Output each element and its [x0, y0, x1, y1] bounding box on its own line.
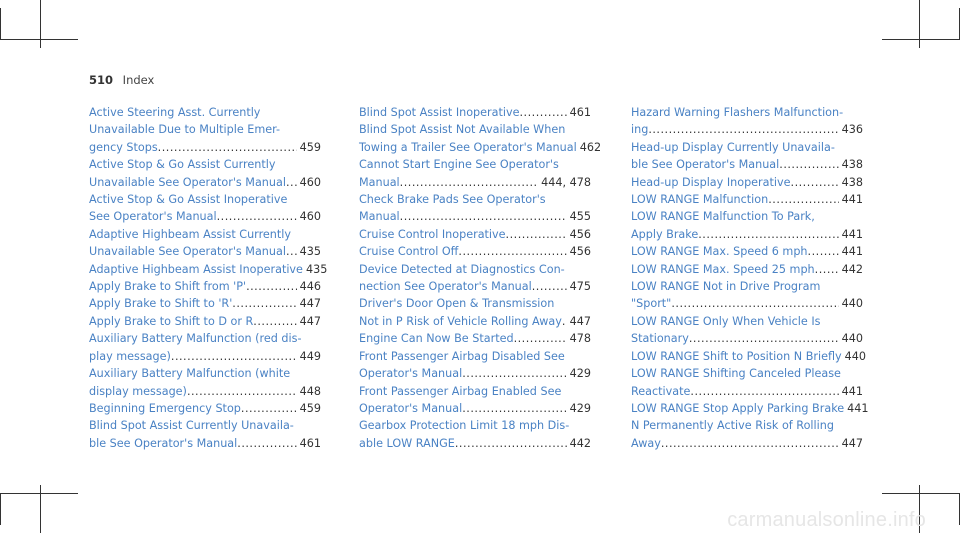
- leader-dots: [400, 208, 567, 225]
- index-entry-last-line: [631, 156, 863, 173]
- page-reference: 456: [569, 227, 591, 241]
- leader-dots: [690, 383, 838, 400]
- index-entry-text: Cruise Control Off: [359, 245, 459, 259]
- crop-mark: [40, 0, 41, 48]
- index-entry-text: Active Stop & Go Assist Currently: [89, 158, 276, 172]
- index-entry[interactable]: [631, 278, 863, 313]
- index-entry-last-line: [359, 104, 591, 121]
- index-entry-text: gency Stops: [89, 140, 158, 154]
- page-reference: 441: [841, 227, 863, 241]
- index-entry-text: Blind Spot Assist Currently Unavaila-: [89, 419, 294, 433]
- index-entry-last-line: [631, 400, 869, 417]
- index-entry-text: LOW RANGE Shifting Canceled Please: [631, 367, 841, 381]
- index-entry-text: Front Passenger Airbag Enabled See: [359, 384, 562, 398]
- index-column-2: [359, 104, 602, 452]
- page-reference: 440: [841, 332, 863, 346]
- index-entry-text: LOW RANGE Stop Apply Parking Brake: [631, 401, 845, 415]
- index-entry-text: Unavailable Due to Multiple Emer-: [89, 123, 281, 137]
- index-entry-text: LOW RANGE Only When Vehicle Is: [631, 314, 821, 328]
- index-entry-text: Cruise Control Inoperative: [359, 227, 506, 241]
- index-entry-text: Hazard Warning Flashers Malfunction-: [631, 106, 844, 119]
- index-entry-last-line: [359, 313, 591, 330]
- index-entry-last-line: [631, 435, 863, 452]
- index-entry-text: Operator's Manual: [359, 367, 463, 381]
- index-entry-text: Manual: [359, 210, 400, 224]
- index-entry[interactable]: [359, 383, 591, 418]
- page-reference: 460: [299, 175, 321, 189]
- index-entry-last-line: [631, 121, 863, 138]
- page-reference: 440: [841, 297, 863, 311]
- index-entry-text: Head-up Display Currently Unavaila-: [631, 140, 835, 154]
- index-entry-text: nection See Operator's Manual: [359, 280, 532, 294]
- leader-dots: [689, 330, 839, 347]
- index-entry[interactable]: [89, 295, 321, 312]
- index-entry-last-line: [631, 330, 863, 347]
- index-entry[interactable]: [89, 261, 328, 278]
- page-reference: 444, 478: [541, 175, 591, 189]
- index-entry-last-line: [359, 435, 591, 452]
- index-entry-last-line: [631, 348, 866, 365]
- index-entry-last-line: [359, 174, 591, 191]
- page-reference: 435: [299, 245, 321, 259]
- index-entry[interactable]: [631, 139, 863, 174]
- leader-dots: [237, 435, 296, 452]
- index-entry[interactable]: [89, 104, 321, 156]
- index-entry-text: "Sport": [631, 297, 672, 311]
- leader-dots: [187, 383, 297, 400]
- index-entry-text: ing: [631, 123, 649, 137]
- crop-mark: [882, 493, 960, 494]
- index-entry[interactable]: [631, 400, 869, 417]
- index-entry-last-line: [89, 348, 321, 365]
- index-entry-text: Adaptive Highbeam Assist Currently: [89, 227, 292, 241]
- page-reference: 459: [299, 401, 321, 415]
- page-reference: 448: [299, 384, 321, 398]
- index-entry-last-line: [359, 278, 591, 295]
- leader-dots: [815, 261, 839, 278]
- index-entry-text: LOW RANGE Max. Speed 6 mph: [631, 245, 808, 259]
- page-reference: 447: [299, 314, 321, 328]
- index-entry[interactable]: [359, 104, 591, 121]
- index-entry-text: LOW RANGE Malfunction To Park,: [631, 210, 815, 224]
- index-entry-last-line: [89, 243, 321, 260]
- index-entry[interactable]: [631, 191, 863, 208]
- crop-mark: [0, 493, 78, 494]
- page-reference: 447: [841, 436, 863, 450]
- index-entry-text: See Operator's Manual: [89, 210, 217, 224]
- index-entry-text: LOW RANGE Not in Drive Program: [631, 280, 821, 294]
- leader-dots: [171, 348, 297, 365]
- page-reference: 446: [299, 280, 321, 294]
- page-reference: 440: [844, 349, 866, 363]
- leader-dots: [808, 243, 839, 260]
- leader-dots: [520, 104, 567, 121]
- leader-dots: [286, 243, 297, 260]
- index-entry[interactable]: [631, 313, 863, 348]
- index-entry[interactable]: [631, 417, 863, 452]
- index-entry-last-line: [359, 330, 591, 347]
- index-entry-last-line: [359, 226, 591, 243]
- index-entry-text: Active Steering Asst. Currently: [89, 106, 261, 119]
- page-reference: 441: [841, 384, 863, 398]
- leader-dots: [779, 156, 838, 173]
- index-entry-text: Apply Brake to Shift to 'R': [89, 297, 233, 311]
- leader-dots: [532, 278, 567, 295]
- index-entry-text: display message): [89, 384, 187, 398]
- leader-dots: [671, 295, 838, 312]
- index-entry-last-line: [359, 400, 591, 417]
- page-reference: 447: [299, 297, 321, 311]
- leader-dots: [768, 191, 838, 208]
- index-entry-last-line: [89, 295, 321, 312]
- index-entry-text: Auxiliary Battery Malfunction (white: [89, 367, 291, 381]
- page-reference: 460: [299, 210, 321, 224]
- page-reference: 429: [569, 401, 591, 415]
- index-entry-last-line: [359, 365, 591, 382]
- crop-mark: [0, 493, 1, 525]
- index-entry[interactable]: [89, 330, 321, 365]
- index-entry-text: LOW RANGE Shift to Position N Briefly: [631, 349, 842, 363]
- index-entry-text: Blind Spot Assist Inoperative: [359, 106, 520, 119]
- index-entry-text: Reactivate: [631, 384, 691, 398]
- index-entry-last-line: [89, 208, 321, 225]
- page-title: Index: [122, 73, 155, 87]
- index-entry-text: Check Brake Pads See Operator's: [359, 193, 546, 207]
- index-entry[interactable]: [359, 156, 591, 191]
- index-entry-last-line: [631, 261, 863, 278]
- page-reference: 456: [569, 245, 591, 259]
- index-entry[interactable]: [359, 295, 591, 330]
- index-entry-last-line: [631, 226, 863, 243]
- index-entry-last-line: [89, 435, 321, 452]
- leader-dots: [232, 295, 296, 312]
- index-entry[interactable]: [89, 400, 321, 417]
- index-entry[interactable]: [359, 191, 591, 226]
- page-reference: 442: [841, 262, 863, 276]
- leader-dots: [648, 121, 838, 138]
- index-entry-text: Cannot Start Engine See Operator's: [359, 158, 559, 172]
- index-entry[interactable]: [89, 365, 321, 400]
- page-reference: 438: [841, 175, 863, 189]
- page-reference: 475: [569, 280, 591, 294]
- index-entry-text: Gearbox Protection Limit 18 mph Dis-: [359, 419, 570, 433]
- index-entry-last-line: [359, 243, 591, 260]
- leader-dots: [217, 208, 297, 225]
- page-number: 510: [89, 73, 114, 87]
- index-entry[interactable]: [631, 174, 863, 191]
- index-entry-text: Operator's Manual: [359, 401, 463, 415]
- page-reference: 442: [569, 436, 591, 450]
- index-column-1: [89, 104, 328, 452]
- page-header: [89, 73, 154, 87]
- leader-dots: [458, 243, 566, 260]
- index-entry[interactable]: [89, 226, 321, 261]
- index-entry-text: able LOW RANGE: [359, 436, 455, 450]
- index-entry[interactable]: [631, 243, 863, 260]
- index-entry-text: Beginning Emergency Stop: [89, 401, 241, 415]
- index-entry-text: LOW RANGE Malfunction: [631, 193, 769, 207]
- leader-dots: [791, 174, 839, 191]
- leader-dots: [661, 435, 839, 452]
- index-entry-text: Driver's Door Open & Transmission: [359, 297, 555, 311]
- page-reference: 441: [841, 193, 863, 207]
- crop-mark: [919, 0, 920, 48]
- index-entry-text: Head-up Display Inoperative: [631, 175, 791, 189]
- leader-dots: [253, 313, 296, 330]
- leader-dots: [158, 139, 297, 156]
- index-entry-text: Auxiliary Battery Malfunction (red dis-: [89, 332, 302, 346]
- page-reference: 478: [569, 332, 591, 346]
- leader-dots: [241, 400, 297, 417]
- page-reference: 461: [569, 106, 591, 119]
- index-entry-last-line: [89, 139, 321, 156]
- index-entry-text: Stationary: [631, 332, 689, 346]
- page-reference: 436: [841, 123, 863, 137]
- index-entry-last-line: [631, 295, 863, 312]
- index-entry[interactable]: [89, 417, 321, 452]
- index-entry-last-line: [631, 243, 863, 260]
- index-entry-text: Device Detected at Diagnostics Con-: [359, 262, 565, 276]
- index-column-3: [631, 104, 869, 452]
- leader-dots: [462, 400, 566, 417]
- leader-dots: [698, 226, 838, 243]
- page-reference: 438: [841, 158, 863, 172]
- leader-dots: [246, 278, 297, 295]
- index-entry-text: Adaptive Highbeam Assist Inoperative: [89, 262, 303, 276]
- index-entry-last-line: [89, 313, 321, 330]
- crop-mark: [882, 39, 960, 40]
- index-entry-text: Active Stop & Go Assist Inoperative: [89, 193, 288, 207]
- index-entry[interactable]: [89, 156, 321, 191]
- index-entry-last-line: [359, 139, 602, 156]
- index-entry[interactable]: [631, 208, 863, 243]
- index-entry-text: Not in P Risk of Vehicle Rolling Away: [359, 314, 562, 328]
- index-entry-text: Unavailable See Operator's Manual: [89, 175, 286, 189]
- index-entry-text: ble See Operator's Manual: [631, 158, 780, 172]
- index-entry[interactable]: [359, 121, 602, 156]
- leader-dots: [400, 174, 539, 191]
- page-reference: 441: [841, 245, 863, 259]
- index-entry[interactable]: [359, 243, 591, 260]
- index-entry-text: Apply Brake to Shift from 'P': [89, 280, 247, 294]
- index-entry-last-line: [89, 174, 321, 191]
- leader-dots: [506, 226, 567, 243]
- index-entry-text: Blind Spot Assist Not Available When: [359, 123, 566, 137]
- index-entry[interactable]: [359, 330, 591, 347]
- index-entry-text: Front Passenger Airbag Disabled See: [359, 349, 565, 363]
- page-reference: 459: [299, 140, 321, 154]
- watermark: carmanualsonline.info: [727, 509, 926, 531]
- page-reference: 455: [569, 210, 591, 224]
- leader-dots: [455, 435, 567, 452]
- index-entry[interactable]: [359, 226, 591, 243]
- crop-mark: [0, 8, 1, 40]
- index-entry[interactable]: [631, 365, 863, 400]
- index-entry-text: ble See Operator's Manual: [89, 436, 238, 450]
- crop-mark: [0, 39, 78, 40]
- page-reference: 435: [305, 262, 328, 276]
- index-entry-text: Apply Brake: [631, 227, 699, 241]
- index-entry-text: Apply Brake to Shift to D or R: [89, 314, 254, 328]
- page-reference: 461: [299, 436, 321, 450]
- index-entry-text: Manual: [359, 175, 400, 189]
- index-entry-last-line: [89, 383, 321, 400]
- leader-dots: [514, 330, 567, 347]
- index-entry[interactable]: [359, 261, 591, 296]
- leader-dots: [462, 365, 566, 382]
- page-reference: 447: [569, 314, 591, 328]
- index-entry-text: N Permanently Active Risk of Rolling: [631, 419, 834, 433]
- index-entry[interactable]: [359, 348, 591, 383]
- index-entry[interactable]: [359, 417, 591, 452]
- index-entry[interactable]: [89, 278, 321, 295]
- leader-dots: [286, 174, 297, 191]
- index-entry[interactable]: [631, 104, 863, 139]
- index-entry-last-line: [359, 208, 591, 225]
- page-reference: 441: [847, 401, 869, 415]
- index-entry[interactable]: [89, 191, 321, 226]
- index-entry-text: Engine Can Now Be Started: [359, 332, 514, 346]
- index-entry-text: play message): [89, 349, 171, 363]
- page-reference: 462: [579, 140, 602, 154]
- index-entry[interactable]: [89, 313, 321, 330]
- index-entry-text: Away: [631, 436, 661, 450]
- index-entry-last-line: [631, 191, 863, 208]
- index-entry[interactable]: [631, 348, 866, 365]
- index-entry-text: Towing a Trailer See Operator's Manual: [359, 140, 577, 154]
- index-entry-text: Unavailable See Operator's Manual: [89, 245, 286, 259]
- index-entry-last-line: [631, 174, 863, 191]
- index-entry[interactable]: [631, 261, 863, 278]
- index-entry-last-line: [631, 383, 863, 400]
- index-entry-last-line: [89, 400, 321, 417]
- page-reference: 429: [569, 367, 591, 381]
- index-entry-text: LOW RANGE Max. Speed 25 mph: [631, 262, 815, 276]
- page-reference: 449: [299, 349, 321, 363]
- index-entry-last-line: [89, 261, 328, 278]
- index-entry-last-line: [89, 278, 321, 295]
